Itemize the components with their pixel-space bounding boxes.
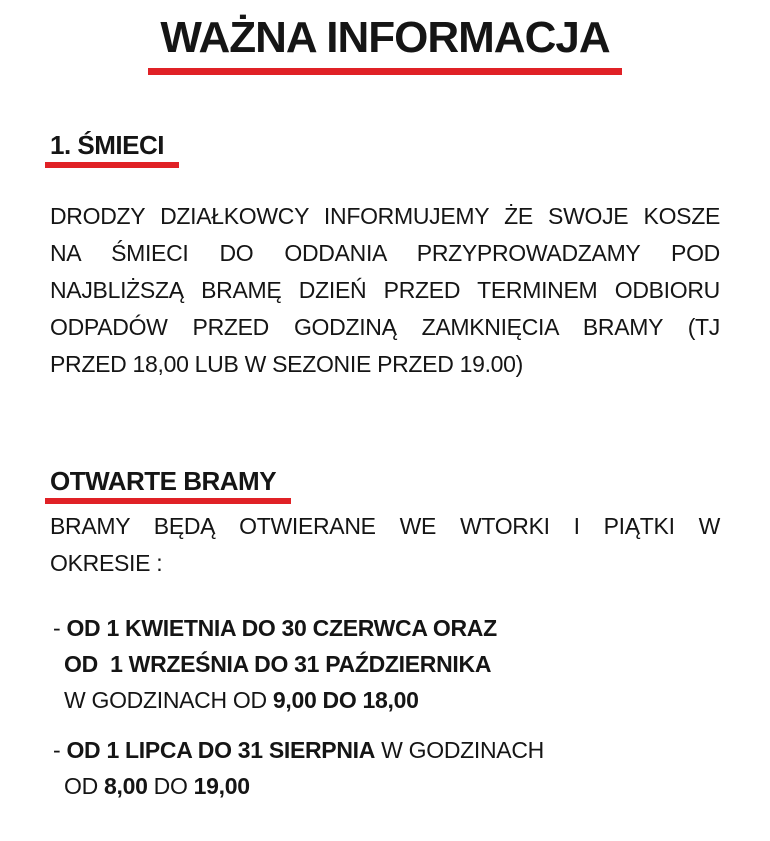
- bullet-dash: -: [53, 615, 67, 642]
- section-heading-smieci: 1. ŚMIECI: [50, 130, 164, 161]
- title-block: [50, 14, 720, 75]
- hours-text: 9,00 DO 18,00: [272, 687, 419, 714]
- bullet-dash: -: [53, 737, 67, 764]
- gates-intro-paragraph: [50, 508, 720, 582]
- bullet-line: [50, 732, 720, 768]
- bullet-line: [50, 610, 720, 646]
- bullet-item-summer: [50, 732, 720, 804]
- paragraph-line: PRZED 18,00 LUB W SEZONIE PRZED 19.00): [50, 351, 524, 378]
- intro-line: OKRESIE :: [50, 550, 163, 577]
- hours-label: OD: [64, 773, 104, 800]
- page-title: WAŻNA INFORMACJA: [148, 14, 621, 75]
- section-heading-otwarte-bramy: OTWARTE BRAMY: [50, 466, 277, 497]
- heading-underline-smieci: [45, 162, 179, 168]
- hours-label: W GODZINACH: [375, 737, 544, 764]
- bullet-line: [50, 768, 720, 804]
- section-otwarte-bramy: [50, 467, 720, 504]
- hours-label: DO: [147, 773, 194, 800]
- hours-text: 8,00: [104, 773, 148, 800]
- heading-underline-otwarte-bramy: [45, 498, 291, 504]
- section-smieci: [50, 131, 720, 168]
- paragraph-line: ODPADÓW PRZED GODZINĄ ZAMKNIĘCIA BRAMY (TJ: [50, 314, 720, 341]
- notice-paragraph: [50, 198, 720, 383]
- paragraph-line: NAJBLIŻSZĄ BRAMĘ DZIEŃ PRZED TERMINEM ODBIORU: [50, 277, 720, 304]
- bullet-line: [50, 682, 720, 718]
- intro-line: BRAMY BĘDĄ OTWIERANE WE WTORKI I PIĄTKI W: [50, 513, 720, 540]
- period-text: OD 1 WRZEŚNIA DO 31 PAŹDZIERNIKA: [64, 651, 492, 678]
- bullet-item-spring-autumn: [50, 610, 720, 718]
- hours-text: 19,00: [193, 773, 250, 800]
- bullet-line: [50, 646, 720, 682]
- paragraph-line: DRODZY DZIAŁKOWCY INFORMUJEMY ŻE SWOJE KOSZE: [50, 203, 720, 230]
- hours-label: W GODZINACH OD: [64, 687, 273, 714]
- period-text: OD 1 KWIETNIA DO 30 CZERWCA ORAZ: [66, 615, 497, 642]
- period-text: OD 1 LIPCA DO 31 SIERPNIA: [66, 737, 376, 764]
- paragraph-line: NA ŚMIECI DO ODDANIA PRZYPROWADZAMY POD: [50, 240, 720, 267]
